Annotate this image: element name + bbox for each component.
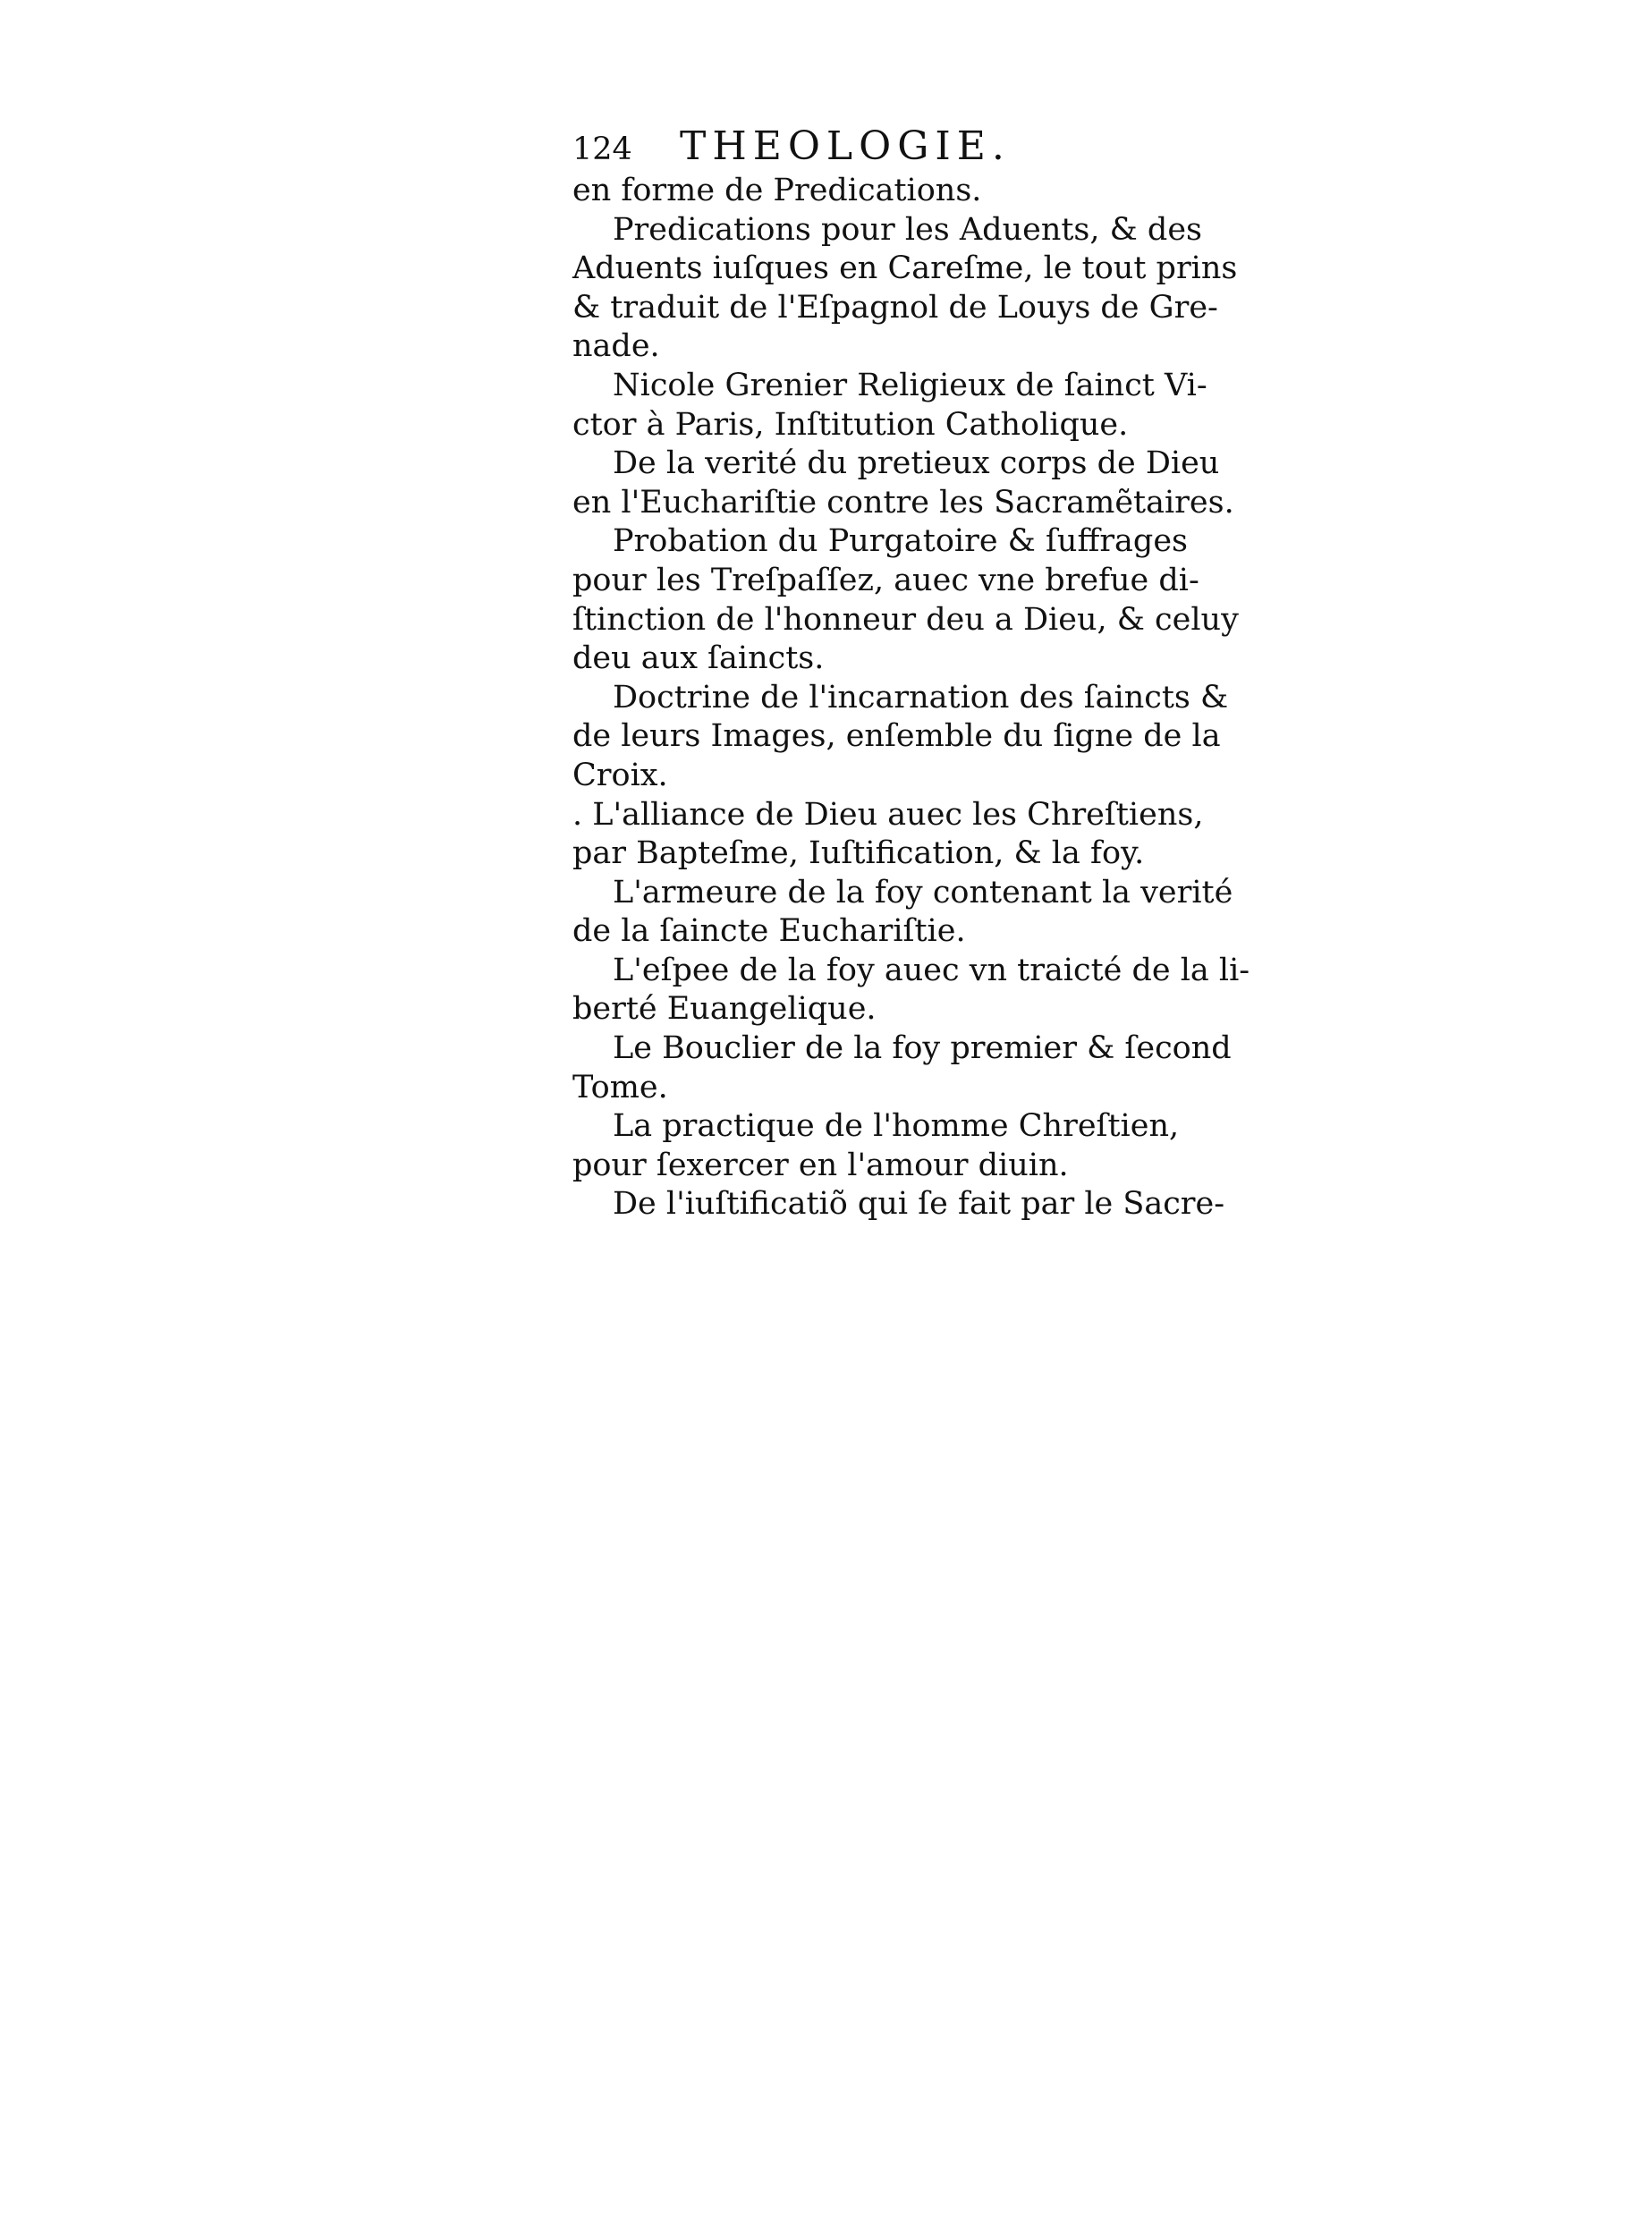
page-number: 124 [572, 131, 632, 167]
text-line: Probation du Purgatoire & ſuffrages [613, 523, 1189, 560]
text-line: berté Euangelique. [572, 991, 877, 1028]
text-line: De la verité du pretieux corps de Dieu [613, 445, 1220, 482]
running-head: THEOLOGIE. [680, 123, 1011, 169]
text-line: Croix. [572, 757, 668, 793]
page-text [572, 123, 1250, 1224]
text-line: Tome. [572, 1069, 668, 1105]
text-line: nade. [572, 328, 660, 365]
text-line: deu aux ſaincts. [572, 640, 825, 677]
text-line: Doctrine de l'incarnation des ſaincts & [613, 679, 1229, 716]
text-line: & traduit de l'Eſpagnol de Louys de Gre- [572, 289, 1218, 326]
text-line: Aduents iuſques en Careſme, le tout prins [572, 250, 1238, 287]
text-line: . L'alliance de Dieu auec les Chreſtiens, [572, 796, 1204, 833]
text-line: Nicole Grenier Religieux de ſainct Vi- [613, 367, 1207, 403]
text-line: Predications pour les Aduents, & des [613, 211, 1203, 248]
text-line: pour les Treſpaſſez, auec vne brefue di- [572, 562, 1199, 598]
text-line: en forme de Predications. [572, 173, 982, 208]
text-line: de leurs Images, enſemble du ſigne de la [572, 718, 1221, 755]
text-line: De l'iuſtificatiõ qui ſe fait par le Sacre- [613, 1186, 1225, 1223]
text-line: par Bapteſme, Iuſtification, & la foy. [572, 835, 1145, 872]
text-line: La practique de l'homme Chreſtien, [613, 1108, 1180, 1145]
text-line: ſtinction de l'honneur deu a Dieu, & celuy [572, 601, 1239, 638]
page-header [572, 123, 1145, 172]
text-line: de la ſaincte Euchariſtie. [572, 913, 966, 950]
text-line: L'armeure de la foy contenant la verité [613, 874, 1233, 910]
text-line: L'eſpee de la foy auec vn traicté de la li- [613, 952, 1250, 988]
text-line: en l'Euchariſtie contre les Sacramẽtaires. [572, 484, 1234, 521]
text-line: Le Bouclier de la foy premier & ſecond [613, 1030, 1232, 1067]
text-line: ctor à Paris, Inſtitution Catholique. [572, 406, 1129, 443]
text-line: pour ſexercer en l'amour diuin. [572, 1147, 1069, 1183]
